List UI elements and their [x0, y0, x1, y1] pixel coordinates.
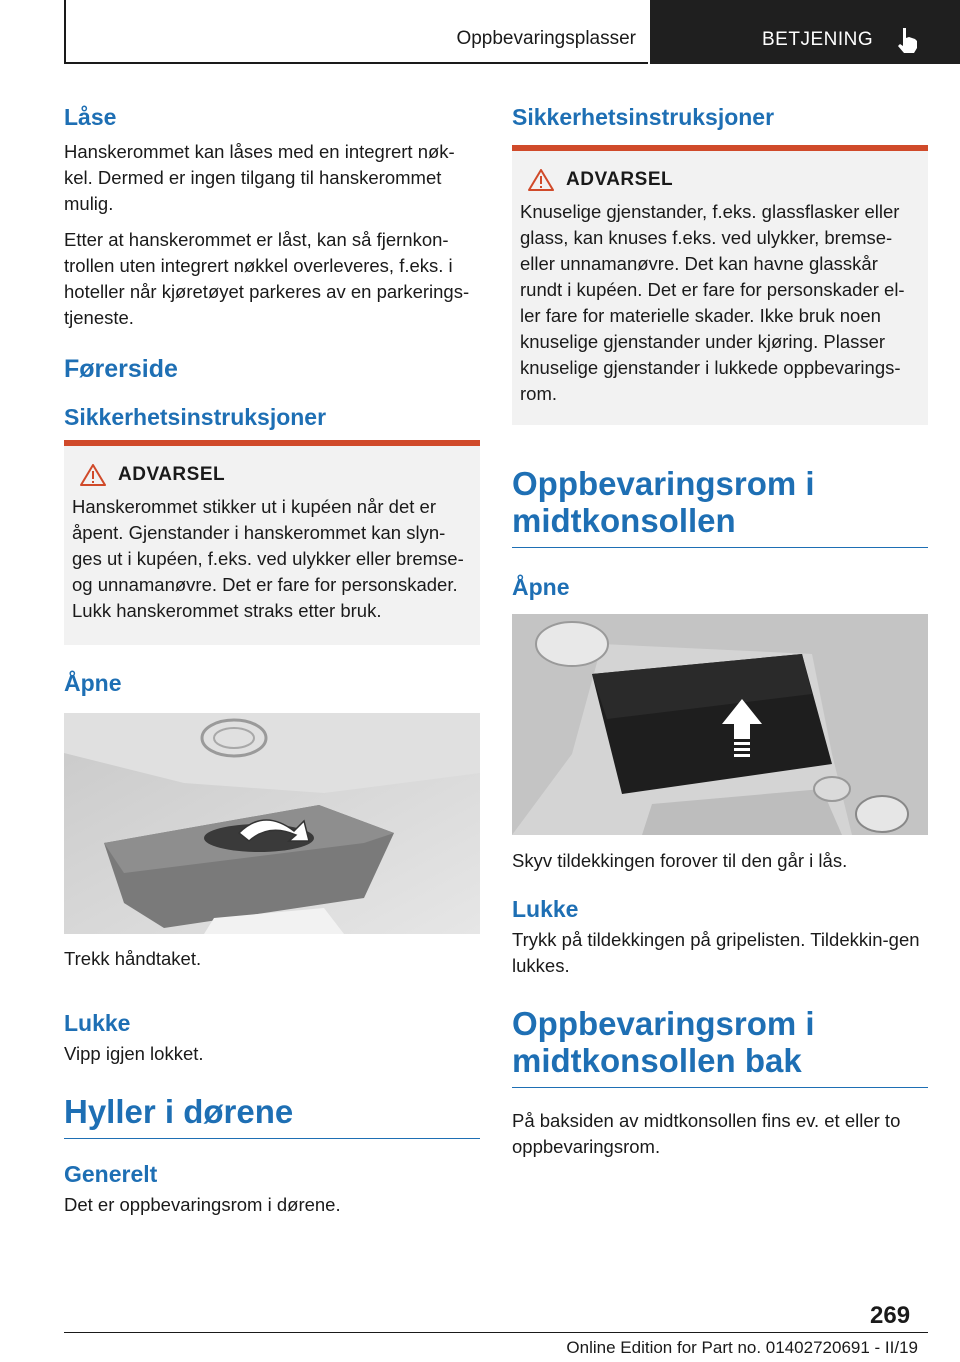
- door-shelves-heading: Hyller i dørene: [64, 1093, 294, 1130]
- rear-console-heading: Oppbevaringsrom i midtkonsollen bak: [512, 1005, 815, 1079]
- door-shelves-rule: [64, 1138, 480, 1139]
- left-warning-label: ADVARSEL: [118, 464, 226, 485]
- center-console-photo: [512, 614, 928, 835]
- lock-paragraph-1: Hanskerommet kan låses med en integrert nøk-kel. Dermed er ingen tilgang til hanskerommet mulig.: [64, 141, 455, 214]
- right-warning-text: Knuselige gjenstander, f.eks. glassflasker eller glass, kan knuses f.eks. ved ulykker, bremse- eller unnamanøvre. Det kan havne glasskår rundt i kupéen. Det er fare for personskader el-ler fare for materielle skader. Ikke bruk noen knuselige gjenstander under kjøring. Plasser knuselige gjenstander i lukkede oppbevarings-rom.: [520, 201, 905, 404]
- rear-console-text: På baksiden av midtkonsollen fins ev. et eller to oppbevaringsrom.: [512, 1110, 901, 1157]
- left-after-photo: [64, 946, 480, 1218]
- left-column: [64, 104, 480, 431]
- header-section-title: Oppbevaringsplasser: [456, 28, 636, 49]
- right-after-photo: [512, 848, 928, 1160]
- footer-rule: [64, 1332, 928, 1333]
- warning-triangle-icon: [528, 169, 554, 191]
- left-close-heading: Lukke: [64, 1010, 131, 1036]
- general-text: Det er oppbevaringsrom i dørene.: [64, 1194, 341, 1215]
- lock-paragraph-2: Etter at hanskerommet er låst, kan så fjernkon-trollen uten integrert nøkkel overleveres, f.eks. i hoteller når kjøretøyet parkeres av en parkerings-tjeneste.: [64, 229, 470, 328]
- page-number: 269: [870, 1302, 911, 1329]
- left-open-caption: Trekk håndtaket.: [64, 948, 202, 969]
- console-section: [512, 465, 928, 601]
- right-close-heading: Lukke: [512, 896, 579, 922]
- left-warning-text: Hanskerommet stikker ut i kupéen når det er åpent. Gjenstander i hanskerommet kan slyn-ges ut i kupéen, f.eks. ved ulykker eller bremse- og unnamanøvre. Det er fare for personskader. Lukk hanskerommet straks etter bruk.: [72, 496, 464, 621]
- right-safety-heading: Sikkerhetsinstruksjoner: [512, 104, 775, 130]
- right-safety-section: [512, 104, 928, 131]
- rear-console-rule: [512, 1087, 928, 1088]
- footer-edition: Online Edition for Part no. 01402720691 - II/19: [566, 1338, 918, 1357]
- header-chapter-title: BETJENING: [762, 29, 874, 50]
- header-bottom-rule: [64, 62, 648, 64]
- left-close-text: Vipp igjen lokket.: [64, 1043, 204, 1064]
- left-open-section: [64, 670, 480, 697]
- console-rule: [512, 547, 928, 548]
- lock-heading: Låse: [64, 104, 117, 130]
- right-warning-label: ADVARSEL: [566, 169, 674, 190]
- general-heading: Generelt: [64, 1161, 158, 1187]
- right-open-caption: Skyv tildekkingen forover til den går i lås.: [512, 850, 848, 871]
- left-safety-heading: Sikkerhetsinstruksjoner: [64, 404, 327, 430]
- right-close-text: Trykk på tildekkingen på gripelisten. Tildekkin-gen lukkes.: [512, 929, 920, 976]
- left-open-heading: Åpne: [64, 670, 122, 696]
- console-heading: Oppbevaringsrom i midtkonsollen: [512, 465, 815, 539]
- pointing-hand-icon: [894, 26, 920, 54]
- right-open-heading: Åpne: [512, 574, 570, 600]
- glovebox-photo: [64, 713, 480, 934]
- driver-side-heading: Førerside: [64, 355, 178, 383]
- left-warning-box: [64, 440, 480, 645]
- right-warning-box: [512, 145, 928, 425]
- warning-triangle-icon: [80, 464, 106, 486]
